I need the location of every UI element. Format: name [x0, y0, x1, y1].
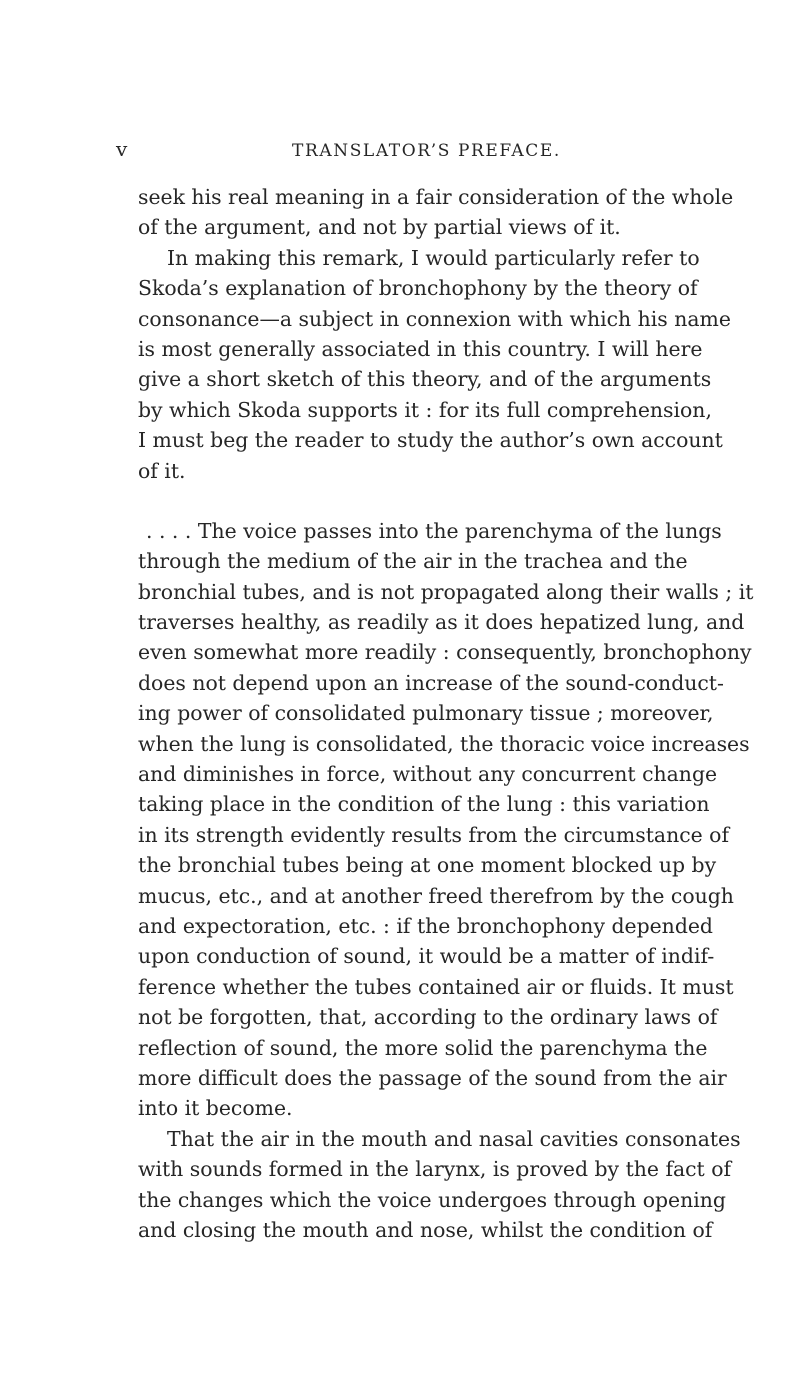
paragraph — [138, 182, 734, 243]
paragraph — [138, 516, 754, 1124]
text-line: by which Skoda supports it : for its full comprehension, — [138, 397, 712, 422]
text-line: in its strength evidently results from the circumstance of — [138, 822, 729, 847]
text-line: mucus, etc., and at another freed therefrom by the cough — [138, 883, 734, 908]
text-line: ing power of consolidated pulmonary tissue ; moreover, — [138, 701, 714, 726]
text-line: the bronchial tubes being at one moment blocked up by — [138, 853, 717, 878]
text-line: taking place in the condition of the lung : this variation — [138, 792, 710, 817]
text-line: of it. — [138, 458, 186, 483]
text-line: consonance—a subject in connexion with which his name — [138, 306, 731, 331]
text-line: Skoda’s explanation of bronchophony by the theory of — [138, 276, 698, 301]
text-line: and expectoration, etc. : if the bronchophony depended — [138, 913, 713, 938]
page-number: v — [116, 137, 129, 161]
text-line: into it become. — [138, 1096, 293, 1121]
body-text — [138, 182, 754, 1245]
text-line: of the argument, and not by partial views of it. — [138, 215, 621, 240]
text-line: when the lung is consolidated, the thoracic voice increases — [138, 731, 750, 756]
text-line: give a short sketch of this theory, and of the arguments — [138, 367, 712, 392]
text-line: traverses healthy, as readily as it does hepatized lung, and — [138, 610, 745, 635]
text-line: That the air in the mouth and nasal cavities consonates — [167, 1126, 741, 1151]
text-line: not be forgotten, that, according to the ordinary laws of — [138, 1005, 718, 1030]
text-line: does not depend upon an increase of the sound-conduct- — [138, 670, 724, 695]
text-line: through the medium of the air in the trachea and the — [138, 549, 688, 574]
text-line: In making this remark, I would particularly refer to — [167, 245, 700, 270]
text-line: the changes which the voice undergoes through opening — [138, 1187, 726, 1212]
text-line: and diminishes in force, without any concurrent change — [138, 762, 718, 787]
text-line: is most generally associated in this country. I will here — [138, 336, 703, 361]
text-line: more difficult does the passage of the sound from the air — [138, 1065, 727, 1090]
paragraph — [138, 243, 731, 486]
paragraph-gap — [138, 486, 668, 516]
text-line: with sounds formed in the larynx, is proved by the fact of — [138, 1157, 732, 1182]
paragraph — [138, 1124, 741, 1246]
running-head: TRANSLATOR’S PREFACE. — [292, 141, 561, 161]
text-line: I must beg the reader to study the author’s own account — [138, 428, 723, 453]
text-line: upon conduction of sound, it would be a matter of indif- — [138, 944, 715, 969]
text-line: bronchial tubes, and is not propagated along their walls ; it — [138, 579, 754, 604]
text-line: . . . . The voice passes into the parenchyma of the lungs — [146, 518, 722, 543]
text-line: and closing the mouth and nose, whilst the condition of — [138, 1217, 713, 1242]
text-line: ference whether the tubes contained air or fluids. It must — [138, 974, 734, 999]
text-line: seek his real meaning in a fair consideration of the whole — [138, 185, 734, 209]
text-line: reflection of sound, the more solid the parenchyma the — [138, 1035, 708, 1060]
text-line: even somewhat more readily : consequently, bronchophony — [138, 640, 752, 665]
